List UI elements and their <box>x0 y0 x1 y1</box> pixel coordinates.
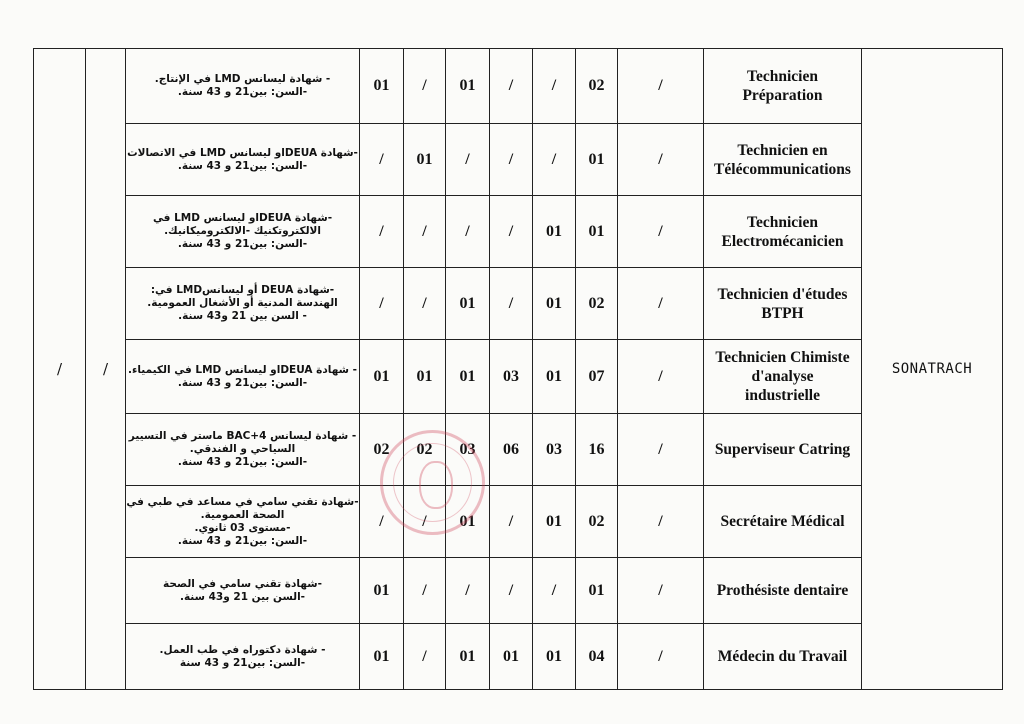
count-cell: 01 <box>576 196 618 268</box>
count-cell: / <box>490 124 533 196</box>
table-row <box>34 268 862 340</box>
count-cell: / <box>618 340 704 414</box>
count-cell: / <box>360 124 404 196</box>
requirement-line: - شهادة ليسانس BAC+4 ماستر في التسيير <box>128 430 357 442</box>
count-cell: 01 <box>446 624 490 690</box>
requirement-line: -شهادة DEUAاو ليسانس LMD في الاتصالات <box>127 146 358 159</box>
count-cell: 16 <box>576 414 618 486</box>
requirements-cell <box>126 486 360 558</box>
count-cell: 01 <box>360 340 404 414</box>
recruitment-table <box>33 48 862 690</box>
job-title-line: Superviseur Catring <box>714 441 851 458</box>
count-cell: / <box>490 558 533 624</box>
job-title-line: Technicien <box>747 213 818 231</box>
requirement-line: الهندسة المدنية أو الأشغال العمومية. <box>147 297 338 309</box>
count-cell: / <box>533 49 576 124</box>
count-cell: / <box>618 624 704 690</box>
requirement-line: -السن بين 21 و43 سنة. <box>179 590 306 603</box>
count-cell: / <box>533 558 576 624</box>
count-cell: 01 <box>404 124 446 196</box>
requirement-line: -السن: بين21 و 43 سنة. <box>177 238 308 250</box>
count-cell: 01 <box>404 340 446 414</box>
count-cell: / <box>618 124 704 196</box>
count-cell: 01 <box>533 624 576 690</box>
count-cell: 01 <box>446 486 490 558</box>
requirement-line: -السن: بين21 و 43 سنة. <box>177 456 308 468</box>
count-cell: 01 <box>446 340 490 414</box>
count-cell: / <box>446 558 490 624</box>
requirements-cell <box>126 624 360 690</box>
job-title-line: Technicien Chimiste <box>715 349 850 366</box>
job-title-cell <box>704 268 862 340</box>
requirement-line: -السن: بين21 و 43 سنة. <box>177 376 308 389</box>
count-cell: / <box>446 124 490 196</box>
count-cell: / <box>360 486 404 558</box>
job-title-cell <box>704 196 862 268</box>
table-row <box>34 196 862 268</box>
job-title-line: Préparation <box>742 87 823 104</box>
job-title-line: industrielle <box>745 387 820 404</box>
count-cell: 01 <box>576 558 618 624</box>
count-cell: / <box>446 196 490 268</box>
count-cell: 01 <box>533 340 576 414</box>
count-cell: 02 <box>576 268 618 340</box>
count-cell: / <box>618 558 704 624</box>
count-cell: / <box>618 486 704 558</box>
requirements-cell <box>126 196 360 268</box>
company-name: SONATRACH <box>861 48 1003 690</box>
count-cell: / <box>490 49 533 124</box>
job-title-cell <box>704 49 862 124</box>
requirement-line: -السن: بين21 و 43 سنة. <box>177 159 308 172</box>
requirements-cell <box>126 414 360 486</box>
left-column-a: / <box>34 49 86 690</box>
job-title-line: BTPH <box>761 304 804 322</box>
count-cell: 03 <box>533 414 576 486</box>
job-title-cell <box>704 624 862 690</box>
count-cell: 04 <box>576 624 618 690</box>
table-row <box>34 124 862 196</box>
count-cell: 02 <box>360 414 404 486</box>
count-cell: 01 <box>360 624 404 690</box>
count-cell: / <box>490 486 533 558</box>
count-cell: 02 <box>404 414 446 486</box>
left-column-b: / <box>86 49 126 690</box>
job-title-cell <box>704 486 862 558</box>
count-cell: / <box>618 49 704 124</box>
job-title-line: Prothésiste dentaire <box>716 582 849 599</box>
count-cell: / <box>490 268 533 340</box>
count-cell: 01 <box>490 624 533 690</box>
count-cell: / <box>533 124 576 196</box>
job-title-line: Technicien <box>747 68 818 85</box>
count-cell: 01 <box>446 49 490 124</box>
count-cell: 03 <box>490 340 533 414</box>
requirements-cell <box>126 340 360 414</box>
requirement-line: السياحي و الفندقي. <box>189 443 296 455</box>
count-cell: 01 <box>446 268 490 340</box>
count-cell: 02 <box>576 486 618 558</box>
requirement-line: - شهادة DEUAاو ليسانس LMD في الكيمياء. <box>128 363 357 376</box>
requirement-line: -شهادة DEUA أو ليسانسLMD في: <box>150 284 335 296</box>
requirement-line: -السن: بين21 و 43 سنة. <box>177 534 308 547</box>
count-cell: 02 <box>576 49 618 124</box>
count-cell: / <box>360 268 404 340</box>
count-cell: / <box>618 414 704 486</box>
job-title-cell <box>704 124 862 196</box>
requirements-cell <box>126 558 360 624</box>
recruitment-table-frame <box>33 48 1004 690</box>
count-cell: / <box>490 196 533 268</box>
table-row <box>34 340 862 414</box>
count-cell: / <box>404 558 446 624</box>
requirement-line: الالكتروتكنيك -الالكتروميكانيك. <box>164 225 321 237</box>
official-stamp <box>380 430 485 535</box>
count-cell: / <box>404 624 446 690</box>
table-row <box>34 558 862 624</box>
requirements-cell <box>126 124 360 196</box>
requirement-line: -شهادة تقني سامي في الصحة <box>163 577 322 590</box>
requirement-line: -شهادة تقني سامي في مساعد في طبي في <box>126 495 359 508</box>
table-row <box>34 49 862 124</box>
requirement-line: -مستوى 03 ثانوي. <box>194 521 291 534</box>
job-title-line: Technicien d'études <box>717 285 848 303</box>
count-cell: 01 <box>360 558 404 624</box>
count-cell: / <box>404 268 446 340</box>
job-title-line: d'analyse <box>751 368 814 385</box>
job-title-cell <box>704 340 862 414</box>
requirement-line: -السن: بين21 و 43 سنة. <box>177 86 308 98</box>
count-cell: / <box>404 49 446 124</box>
count-cell: 06 <box>490 414 533 486</box>
requirement-line: -السن: بين21 و 43 سنة <box>179 656 306 669</box>
requirements-cell <box>126 49 360 124</box>
count-cell: 01 <box>533 268 576 340</box>
requirements-cell <box>126 268 360 340</box>
requirement-line: -شهادة DEUAاو ليسانس LMD في <box>152 212 333 224</box>
requirement-line: - السن بين 21 و43 سنة. <box>178 310 307 322</box>
job-title-line: Télécommunications <box>714 160 851 178</box>
job-title-line: Médecin du Travail <box>717 648 848 665</box>
count-cell: / <box>360 196 404 268</box>
table-row <box>34 624 862 690</box>
job-title-line: Electromécanicien <box>721 232 844 250</box>
count-cell: 03 <box>446 414 490 486</box>
count-cell: 01 <box>533 196 576 268</box>
count-cell: / <box>618 196 704 268</box>
count-cell: 01 <box>360 49 404 124</box>
job-title-cell <box>704 558 862 624</box>
requirement-line: الصحة العمومية. <box>200 508 285 521</box>
count-cell: / <box>404 486 446 558</box>
count-cell: / <box>404 196 446 268</box>
requirement-line: - شهادة ليسانس LMD في الإنتاج. <box>154 73 331 85</box>
count-cell: 07 <box>576 340 618 414</box>
job-title-cell <box>704 414 862 486</box>
count-cell: 01 <box>576 124 618 196</box>
requirement-line: - شهادة دكتوراه في طب العمل. <box>159 643 326 656</box>
count-cell: / <box>618 268 704 340</box>
job-title-line: Technicien en <box>737 141 828 159</box>
job-title-line: Secrétaire Médical <box>720 513 845 530</box>
count-cell: 01 <box>533 486 576 558</box>
